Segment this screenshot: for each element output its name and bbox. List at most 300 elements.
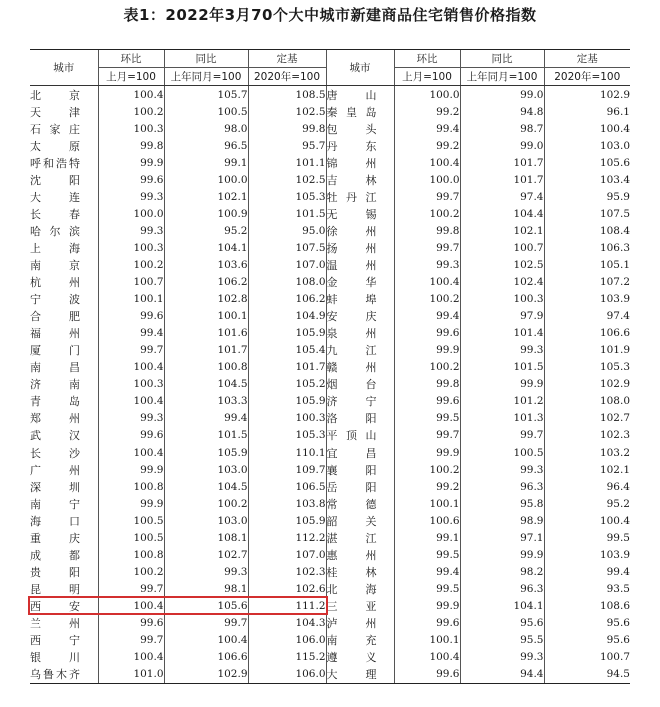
mom-value: 100.2 — [98, 256, 164, 273]
yoy-value: 104.1 — [460, 597, 544, 614]
city-cell — [30, 342, 98, 359]
city-name: 长 春 — [30, 207, 80, 221]
yoy-value: 98.1 — [164, 580, 248, 597]
mom-value: 99.6 — [98, 427, 164, 444]
city-cell — [326, 427, 394, 444]
city-name: 丹 东 — [326, 139, 377, 153]
city-cell — [30, 632, 98, 649]
table-row — [30, 120, 630, 137]
table-row — [30, 188, 630, 205]
city-cell — [326, 410, 394, 427]
yoy-value: 94.8 — [460, 103, 544, 120]
mom-value: 100.2 — [98, 563, 164, 580]
city-name: 襄 阳 — [326, 463, 377, 477]
city-name: 金 华 — [326, 276, 377, 290]
mom-value: 100.8 — [98, 546, 164, 563]
yoy-value: 104.4 — [460, 205, 544, 222]
city-name: 石家庄 — [30, 122, 80, 136]
base-value: 93.5 — [544, 580, 630, 597]
yoy-value: 103.3 — [164, 393, 248, 410]
yoy-value: 102.5 — [460, 256, 544, 273]
mom-value: 100.4 — [394, 274, 460, 291]
base-value: 95.6 — [544, 614, 630, 631]
mom-value: 99.4 — [394, 120, 460, 137]
table-row — [30, 154, 630, 171]
base-value: 107.0 — [248, 256, 326, 273]
city-cell — [326, 666, 394, 684]
city-cell — [30, 393, 98, 410]
mom-value: 101.0 — [98, 666, 164, 684]
city-name: 洛 阳 — [326, 412, 377, 426]
mom-value: 99.9 — [394, 444, 460, 461]
base-value: 107.0 — [248, 546, 326, 563]
header-mom-right: 环比 — [394, 50, 460, 68]
city-name: 徐 州 — [326, 224, 377, 238]
city-name: 北 京 — [30, 88, 80, 102]
mom-value: 100.6 — [394, 512, 460, 529]
mom-value: 99.7 — [394, 188, 460, 205]
yoy-value: 101.7 — [460, 171, 544, 188]
base-value: 97.4 — [544, 308, 630, 325]
mom-value: 100.2 — [394, 461, 460, 478]
city-name: 福 州 — [30, 327, 80, 341]
base-value: 101.5 — [248, 205, 326, 222]
table-row — [30, 666, 630, 684]
base-value: 101.7 — [248, 359, 326, 376]
city-cell — [30, 649, 98, 666]
base-value: 105.3 — [544, 359, 630, 376]
city-cell — [30, 614, 98, 631]
city-name: 大 理 — [326, 668, 377, 682]
mom-value: 100.0 — [98, 205, 164, 222]
base-value: 106.6 — [544, 325, 630, 342]
city-name: 济 宁 — [326, 395, 377, 409]
mom-value: 99.6 — [98, 614, 164, 631]
yoy-value: 104.1 — [164, 239, 248, 256]
city-name: 长 沙 — [30, 446, 80, 460]
city-name: 昆 明 — [30, 582, 80, 596]
base-value: 95.0 — [248, 222, 326, 239]
price-index-table — [30, 49, 630, 684]
city-cell — [326, 444, 394, 461]
base-value: 95.2 — [544, 495, 630, 512]
city-name: 宁 波 — [30, 293, 80, 307]
table-row — [30, 205, 630, 222]
city-cell — [326, 563, 394, 580]
table-row — [30, 478, 630, 495]
city-cell — [326, 359, 394, 376]
mom-value: 99.8 — [394, 376, 460, 393]
city-cell — [326, 461, 394, 478]
yoy-value: 96.5 — [164, 137, 248, 154]
base-value: 95.9 — [544, 188, 630, 205]
yoy-value: 100.9 — [164, 205, 248, 222]
table-row — [30, 274, 630, 291]
city-name: 湛 江 — [326, 531, 377, 545]
city-name: 银 川 — [30, 651, 80, 665]
mom-value: 99.5 — [394, 580, 460, 597]
base-value: 96.4 — [544, 478, 630, 495]
table-row — [30, 291, 630, 308]
city-cell — [326, 597, 394, 614]
city-cell — [30, 222, 98, 239]
mom-value: 99.9 — [98, 154, 164, 171]
city-name: 惠 州 — [326, 548, 377, 562]
base-value: 108.0 — [544, 393, 630, 410]
yoy-value: 100.3 — [460, 291, 544, 308]
base-value: 105.9 — [248, 325, 326, 342]
mom-value: 99.9 — [98, 461, 164, 478]
yoy-value: 99.9 — [460, 546, 544, 563]
city-cell — [30, 154, 98, 171]
yoy-value: 99.0 — [460, 86, 544, 104]
city-cell — [326, 614, 394, 631]
city-name: 兰 州 — [30, 616, 80, 630]
city-name: 南 充 — [326, 634, 377, 648]
city-cell — [326, 103, 394, 120]
base-value: 105.2 — [248, 376, 326, 393]
yoy-value: 100.5 — [164, 103, 248, 120]
city-cell — [30, 546, 98, 563]
table-row — [30, 580, 630, 597]
yoy-value: 99.0 — [460, 137, 544, 154]
mom-value: 99.7 — [98, 632, 164, 649]
yoy-value: 99.3 — [164, 563, 248, 580]
yoy-value: 101.6 — [164, 325, 248, 342]
yoy-value: 100.8 — [164, 359, 248, 376]
table-row — [30, 342, 630, 359]
city-name: 厦 门 — [30, 344, 80, 358]
city-name: 烟 台 — [326, 378, 377, 392]
base-value: 107.5 — [544, 205, 630, 222]
city-name: 广 州 — [30, 463, 80, 477]
city-cell — [326, 649, 394, 666]
subheader-mom-left: 上月=100 — [98, 68, 164, 86]
base-value: 105.9 — [248, 512, 326, 529]
base-value: 100.4 — [544, 120, 630, 137]
city-cell — [30, 666, 98, 684]
city-cell — [326, 393, 394, 410]
mom-value: 100.4 — [98, 649, 164, 666]
yoy-value: 103.0 — [164, 461, 248, 478]
city-cell — [326, 205, 394, 222]
yoy-value: 99.3 — [460, 649, 544, 666]
yoy-value: 105.6 — [164, 597, 248, 614]
base-value: 105.6 — [544, 154, 630, 171]
mom-value: 99.6 — [394, 614, 460, 631]
base-value: 104.3 — [248, 614, 326, 631]
yoy-value: 95.6 — [460, 614, 544, 631]
base-value: 103.9 — [544, 291, 630, 308]
yoy-value: 94.4 — [460, 666, 544, 684]
city-cell — [30, 495, 98, 512]
yoy-value: 100.7 — [460, 239, 544, 256]
city-name: 海 口 — [30, 514, 80, 528]
city-cell — [326, 256, 394, 273]
city-name: 平顶山 — [326, 429, 377, 443]
base-value: 110.1 — [248, 444, 326, 461]
mom-value: 99.5 — [394, 546, 460, 563]
base-value: 107.2 — [544, 274, 630, 291]
mom-value: 99.6 — [394, 325, 460, 342]
city-name: 天 津 — [30, 105, 80, 119]
yoy-value: 99.7 — [460, 427, 544, 444]
city-name: 桂 林 — [326, 565, 377, 579]
base-value: 102.6 — [248, 580, 326, 597]
yoy-value: 101.2 — [460, 393, 544, 410]
city-name: 吉 林 — [326, 173, 377, 187]
base-value: 104.9 — [248, 308, 326, 325]
city-name: 安 庆 — [326, 310, 377, 324]
city-cell — [30, 580, 98, 597]
table-row — [30, 359, 630, 376]
table-row — [30, 137, 630, 154]
city-cell — [326, 342, 394, 359]
city-name: 扬 州 — [326, 241, 377, 255]
city-name: 哈尔滨 — [30, 224, 80, 238]
city-name: 蚌 埠 — [326, 293, 377, 307]
city-name: 南 昌 — [30, 361, 80, 375]
subheader-base-left: 2020年=100 — [248, 68, 326, 86]
yoy-value: 104.5 — [164, 376, 248, 393]
table-row — [30, 563, 630, 580]
city-cell — [326, 495, 394, 512]
mom-value: 100.5 — [98, 512, 164, 529]
mom-value: 99.7 — [98, 342, 164, 359]
city-cell — [30, 478, 98, 495]
base-value: 102.9 — [544, 86, 630, 104]
base-value: 105.3 — [248, 188, 326, 205]
mom-value: 100.2 — [394, 291, 460, 308]
table-row — [30, 86, 630, 104]
yoy-value: 98.7 — [460, 120, 544, 137]
city-cell — [30, 597, 98, 614]
city-name: 宜 昌 — [326, 446, 377, 460]
mom-value: 100.2 — [98, 103, 164, 120]
city-name: 遵 义 — [326, 651, 377, 665]
yoy-value: 102.8 — [164, 291, 248, 308]
city-name: 深 圳 — [30, 480, 80, 494]
city-name: 南 京 — [30, 258, 80, 272]
base-value: 103.2 — [544, 444, 630, 461]
base-value: 103.8 — [248, 495, 326, 512]
base-value: 107.5 — [248, 239, 326, 256]
mom-value: 99.3 — [98, 188, 164, 205]
table-row — [30, 614, 630, 631]
subheader-yoy-right: 上年同月=100 — [460, 68, 544, 86]
base-value: 108.5 — [248, 86, 326, 104]
base-value: 105.9 — [248, 393, 326, 410]
yoy-value: 99.4 — [164, 410, 248, 427]
base-value: 102.3 — [248, 563, 326, 580]
yoy-value: 99.3 — [460, 461, 544, 478]
base-value: 105.4 — [248, 342, 326, 359]
base-value: 105.3 — [248, 427, 326, 444]
table-row — [30, 256, 630, 273]
city-cell — [30, 120, 98, 137]
city-name: 杭 州 — [30, 276, 80, 290]
city-cell — [326, 580, 394, 597]
city-cell — [326, 188, 394, 205]
city-name: 唐 山 — [326, 88, 377, 102]
mom-value: 99.6 — [394, 666, 460, 684]
mom-value: 100.3 — [98, 376, 164, 393]
city-name: 呼和浩特 — [30, 156, 80, 170]
table-title: 表1：2022年3月70个大中城市新建商品住宅销售价格指数 — [123, 6, 537, 24]
city-cell — [326, 222, 394, 239]
base-value: 108.6 — [544, 597, 630, 614]
base-value: 99.5 — [544, 529, 630, 546]
city-name: 成 都 — [30, 548, 80, 562]
city-cell — [30, 359, 98, 376]
city-name: 岳 阳 — [326, 480, 377, 494]
mom-value: 100.3 — [98, 239, 164, 256]
table-row — [30, 171, 630, 188]
mom-value: 100.3 — [98, 120, 164, 137]
yoy-value: 102.7 — [164, 546, 248, 563]
table-row — [30, 222, 630, 239]
base-value: 102.7 — [544, 410, 630, 427]
yoy-value: 102.1 — [164, 188, 248, 205]
base-value: 95.6 — [544, 632, 630, 649]
city-cell — [30, 274, 98, 291]
city-name: 韶 关 — [326, 514, 377, 528]
mom-value: 100.2 — [394, 359, 460, 376]
city-name: 济 南 — [30, 378, 80, 392]
mom-value: 99.9 — [394, 597, 460, 614]
city-cell — [30, 427, 98, 444]
mom-value: 99.7 — [394, 427, 460, 444]
yoy-value: 99.3 — [460, 342, 544, 359]
mom-value: 100.4 — [394, 154, 460, 171]
mom-value: 100.8 — [98, 478, 164, 495]
city-name: 武 汉 — [30, 429, 80, 443]
table-row — [30, 495, 630, 512]
base-value: 105.1 — [544, 256, 630, 273]
mom-value: 100.1 — [394, 495, 460, 512]
city-name: 南 宁 — [30, 497, 80, 511]
mom-value: 99.1 — [394, 529, 460, 546]
yoy-value: 100.0 — [164, 171, 248, 188]
subheader-yoy-left: 上年同月=100 — [164, 68, 248, 86]
table-row — [30, 632, 630, 649]
base-value: 102.5 — [248, 103, 326, 120]
base-value: 102.1 — [544, 461, 630, 478]
city-cell — [326, 308, 394, 325]
header-city-left: 城市 — [30, 50, 98, 86]
yoy-value: 101.3 — [460, 410, 544, 427]
city-name: 赣 州 — [326, 361, 377, 375]
base-value: 96.1 — [544, 103, 630, 120]
mom-value: 99.2 — [394, 137, 460, 154]
mom-value: 99.3 — [394, 256, 460, 273]
city-name: 温 州 — [326, 258, 377, 272]
mom-value: 99.3 — [98, 222, 164, 239]
table-row — [30, 461, 630, 478]
city-cell — [30, 461, 98, 478]
table-row — [30, 325, 630, 342]
city-name: 牡丹江 — [326, 190, 377, 204]
table-row — [30, 410, 630, 427]
base-value: 99.4 — [544, 563, 630, 580]
city-name: 太 原 — [30, 139, 80, 153]
base-value: 109.7 — [248, 461, 326, 478]
yoy-value: 105.7 — [164, 86, 248, 104]
base-value: 111.2 — [248, 597, 326, 614]
yoy-value: 103.6 — [164, 256, 248, 273]
table-row — [30, 512, 630, 529]
city-name: 九 江 — [326, 344, 377, 358]
yoy-value: 100.2 — [164, 495, 248, 512]
city-name: 西 宁 — [30, 634, 80, 648]
city-cell — [326, 154, 394, 171]
city-name: 包 头 — [326, 122, 377, 136]
mom-value: 100.1 — [394, 632, 460, 649]
base-value: 99.8 — [248, 120, 326, 137]
mom-value: 100.4 — [98, 597, 164, 614]
mom-value: 99.6 — [98, 171, 164, 188]
yoy-value: 100.1 — [164, 308, 248, 325]
table-row — [30, 597, 630, 614]
mom-value: 99.6 — [394, 393, 460, 410]
table-row — [30, 103, 630, 120]
yoy-value: 97.1 — [460, 529, 544, 546]
yoy-value: 101.5 — [164, 427, 248, 444]
city-cell — [30, 86, 98, 104]
city-cell — [326, 478, 394, 495]
yoy-value: 99.7 — [164, 614, 248, 631]
table-row — [30, 239, 630, 256]
yoy-value: 105.9 — [164, 444, 248, 461]
mom-value: 99.8 — [98, 137, 164, 154]
city-name: 大 连 — [30, 190, 80, 204]
mom-value: 100.4 — [98, 359, 164, 376]
base-value: 108.4 — [544, 222, 630, 239]
mom-value: 99.3 — [98, 410, 164, 427]
city-cell — [326, 171, 394, 188]
base-value: 106.3 — [544, 239, 630, 256]
yoy-value: 98.0 — [164, 120, 248, 137]
mom-value: 100.1 — [98, 291, 164, 308]
header-yoy-left: 同比 — [164, 50, 248, 68]
table-row — [30, 376, 630, 393]
yoy-value: 102.9 — [164, 666, 248, 684]
header-mom-left: 环比 — [98, 50, 164, 68]
header-base-right: 定基 — [544, 50, 630, 68]
yoy-value: 101.7 — [460, 154, 544, 171]
mom-value: 100.4 — [98, 86, 164, 104]
yoy-value: 106.2 — [164, 274, 248, 291]
base-value: 100.4 — [544, 512, 630, 529]
city-cell — [326, 376, 394, 393]
city-cell — [30, 410, 98, 427]
yoy-value: 102.4 — [460, 274, 544, 291]
mom-value: 99.4 — [98, 325, 164, 342]
base-value: 106.2 — [248, 291, 326, 308]
mom-value: 99.7 — [98, 580, 164, 597]
yoy-value: 100.4 — [164, 632, 248, 649]
city-cell — [30, 512, 98, 529]
yoy-value: 97.4 — [460, 188, 544, 205]
base-value: 106.0 — [248, 632, 326, 649]
table-row — [30, 308, 630, 325]
city-name: 郑 州 — [30, 412, 80, 426]
mom-value: 100.0 — [394, 171, 460, 188]
city-name: 青 岛 — [30, 395, 80, 409]
city-cell — [326, 325, 394, 342]
base-value: 106.5 — [248, 478, 326, 495]
subheader-base-right: 2020年=100 — [544, 68, 630, 86]
